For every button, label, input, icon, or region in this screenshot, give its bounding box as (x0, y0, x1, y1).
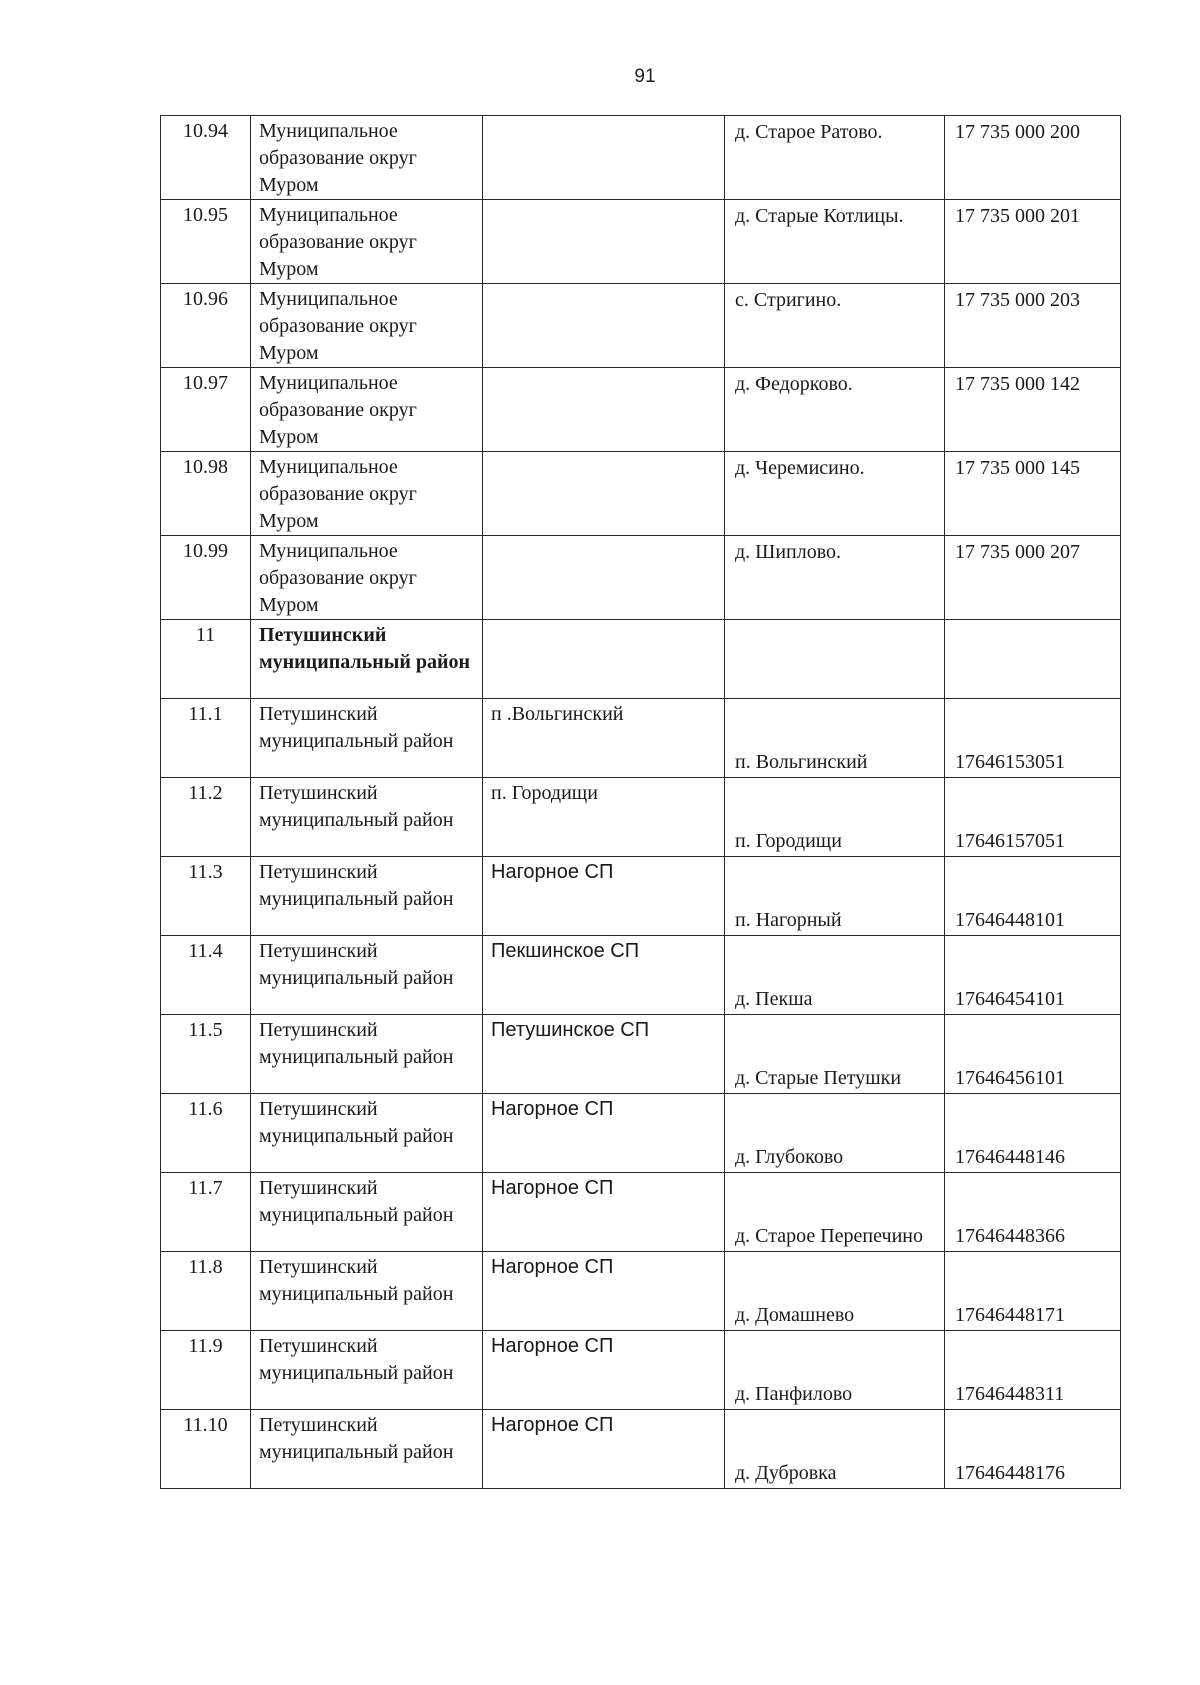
table-row (161, 1331, 1121, 1410)
oktmo-code: 17646448171 (955, 1304, 1065, 1326)
settlement-cell (725, 1331, 945, 1410)
oktmo-code-cell (945, 1331, 1121, 1410)
row-number: 11.3 (161, 857, 251, 936)
row-number: 10.99 (161, 536, 251, 620)
row-number: 11 (161, 620, 251, 699)
row-number: 11.4 (161, 936, 251, 1015)
settlement-group-cell: Петушинское СП (483, 1015, 725, 1094)
row-number: 10.95 (161, 200, 251, 284)
settlement-cell (725, 368, 945, 452)
oktmo-code: 17 735 000 203 (955, 289, 1080, 311)
oktmo-code-cell (945, 1410, 1121, 1489)
oktmo-code-cell (945, 1015, 1121, 1094)
municipality-cell: Муниципальное образование округ Муром (251, 536, 483, 620)
settlement-cell (725, 620, 945, 699)
oktmo-code: 17 735 000 207 (955, 541, 1080, 563)
settlement-group-cell: Нагорное СП (483, 1094, 725, 1173)
settlement-cell (725, 778, 945, 857)
settlement-group-cell (483, 116, 725, 200)
settlement-cell (725, 536, 945, 620)
settlement-group-cell: Нагорное СП (483, 1173, 725, 1252)
table-row (161, 1173, 1121, 1252)
settlement-group-cell: Нагорное СП (483, 1410, 725, 1489)
settlement-cell (725, 200, 945, 284)
settlement-name: д. Дубровка (735, 1462, 837, 1484)
table-row (161, 200, 1121, 284)
oktmo-code-cell (945, 857, 1121, 936)
settlement-name: д. Старое Ратово. (735, 121, 883, 143)
settlement-cell (725, 284, 945, 368)
row-number: 11.10 (161, 1410, 251, 1489)
oktmo-code-cell (945, 699, 1121, 778)
row-number: 11.5 (161, 1015, 251, 1094)
municipality-cell: Муниципальное образование округ Муром (251, 368, 483, 452)
table-row (161, 284, 1121, 368)
settlement-group-cell (483, 536, 725, 620)
oktmo-code-cell (945, 1252, 1121, 1331)
settlement-cell (725, 1252, 945, 1331)
oktmo-code-cell (945, 116, 1121, 200)
table-row (161, 452, 1121, 536)
oktmo-code: 17646448366 (955, 1225, 1065, 1247)
settlement-group-cell (483, 368, 725, 452)
municipality-cell: Петушинский муниципальный район (251, 1173, 483, 1252)
oktmo-code: 17 735 000 142 (955, 373, 1080, 395)
oktmo-code-cell (945, 368, 1121, 452)
table-row (161, 620, 1121, 699)
oktmo-code: 17646454101 (955, 988, 1065, 1010)
municipality-cell: Петушинский муниципальный район (251, 857, 483, 936)
oktmo-code: 17 735 000 201 (955, 205, 1080, 227)
settlement-group-cell (483, 284, 725, 368)
table-row (161, 116, 1121, 200)
settlement-name: п. Вольгинский (735, 751, 868, 773)
table-row (161, 857, 1121, 936)
settlement-cell (725, 1015, 945, 1094)
municipality-cell: Петушинский муниципальный район (251, 699, 483, 778)
oktmo-code: 17646153051 (955, 751, 1065, 773)
table-body (161, 116, 1121, 1489)
municipality-cell: Муниципальное образование округ Муром (251, 116, 483, 200)
settlement-group-cell (483, 200, 725, 284)
settlement-cell (725, 699, 945, 778)
settlement-name: д. Пекша (735, 988, 813, 1010)
row-number: 10.98 (161, 452, 251, 536)
row-number: 11.6 (161, 1094, 251, 1173)
oktmo-code: 17 735 000 200 (955, 121, 1080, 143)
settlement-cell (725, 1173, 945, 1252)
oktmo-code-cell (945, 1173, 1121, 1252)
table-row (161, 368, 1121, 452)
municipality-cell: Петушинский муниципальный район (251, 1410, 483, 1489)
row-number: 11.1 (161, 699, 251, 778)
municipality-cell: Петушинский муниципальный район (251, 1094, 483, 1173)
page-number: 91 (634, 66, 656, 87)
oktmo-code: 17646456101 (955, 1067, 1065, 1089)
row-number: 11.7 (161, 1173, 251, 1252)
oktmo-code-cell (945, 778, 1121, 857)
table-row (161, 699, 1121, 778)
oktmo-code: 17 735 000 145 (955, 457, 1080, 479)
municipality-cell: Муниципальное образование округ Муром (251, 452, 483, 536)
settlement-name: с. Стригино. (735, 289, 842, 311)
settlement-cell (725, 452, 945, 536)
settlement-group-cell: Нагорное СП (483, 857, 725, 936)
table-row (161, 936, 1121, 1015)
table-row (161, 778, 1121, 857)
municipality-cell: Петушинский муниципальный район (251, 1015, 483, 1094)
settlement-cell (725, 1410, 945, 1489)
oktmo-code-cell (945, 620, 1121, 699)
oktmo-code: 17646448176 (955, 1462, 1065, 1484)
settlement-name: п. Нагорный (735, 909, 842, 931)
municipality-cell: Муниципальное образование округ Муром (251, 284, 483, 368)
settlement-name: п. Городищи (735, 830, 842, 852)
oktmo-code-cell (945, 936, 1121, 1015)
municipality-cell: Петушинский муниципальный район (251, 936, 483, 1015)
row-number: 11.8 (161, 1252, 251, 1331)
oktmo-code: 17646448311 (955, 1383, 1065, 1405)
settlement-cell (725, 1094, 945, 1173)
row-number: 10.97 (161, 368, 251, 452)
oktmo-code: 17646448101 (955, 909, 1065, 931)
municipality-cell: Петушинский муниципальный район (251, 620, 483, 699)
settlement-group-cell: Нагорное СП (483, 1331, 725, 1410)
settlement-name: д. Домашнево (735, 1304, 855, 1326)
table-row (161, 1015, 1121, 1094)
oktmo-code-cell (945, 284, 1121, 368)
settlement-name: д. Панфилово (735, 1383, 853, 1405)
settlement-name: д. Старое Перепечино (735, 1225, 923, 1247)
table-row (161, 1252, 1121, 1331)
row-number: 11.2 (161, 778, 251, 857)
settlement-cell (725, 936, 945, 1015)
row-number: 10.94 (161, 116, 251, 200)
settlements-table (160, 115, 1121, 1489)
table-row (161, 536, 1121, 620)
municipality-cell: Петушинский муниципальный район (251, 1252, 483, 1331)
settlement-group-cell: п. Городищи (483, 778, 725, 857)
oktmo-code-cell (945, 452, 1121, 536)
settlement-name: д. Федорково. (735, 373, 853, 395)
oktmo-code-cell (945, 536, 1121, 620)
table-row (161, 1410, 1121, 1489)
row-number: 11.9 (161, 1331, 251, 1410)
settlement-group-cell: Нагорное СП (483, 1252, 725, 1331)
settlement-group-cell (483, 452, 725, 536)
settlement-group-cell (483, 620, 725, 699)
oktmo-code: 17646157051 (955, 830, 1065, 852)
settlement-name: д. Черемисино. (735, 457, 865, 479)
row-number: 10.96 (161, 284, 251, 368)
settlement-group-cell: п .Вольгинский (483, 699, 725, 778)
oktmo-code-cell (945, 200, 1121, 284)
settlement-cell (725, 857, 945, 936)
oktmo-code-cell (945, 1094, 1121, 1173)
oktmo-code: 17646448146 (955, 1146, 1065, 1168)
settlement-name: д. Старые Петушки (735, 1067, 902, 1089)
settlement-group-cell: Пекшинское СП (483, 936, 725, 1015)
municipality-cell: Петушинский муниципальный район (251, 1331, 483, 1410)
settlement-name: д. Глубоково (735, 1146, 844, 1168)
table-row (161, 1094, 1121, 1173)
municipality-cell: Петушинский муниципальный район (251, 778, 483, 857)
settlement-name: д. Шиплово. (735, 541, 842, 563)
municipality-cell: Муниципальное образование округ Муром (251, 200, 483, 284)
settlement-cell (725, 116, 945, 200)
settlement-name: д. Старые Котлицы. (735, 205, 904, 227)
